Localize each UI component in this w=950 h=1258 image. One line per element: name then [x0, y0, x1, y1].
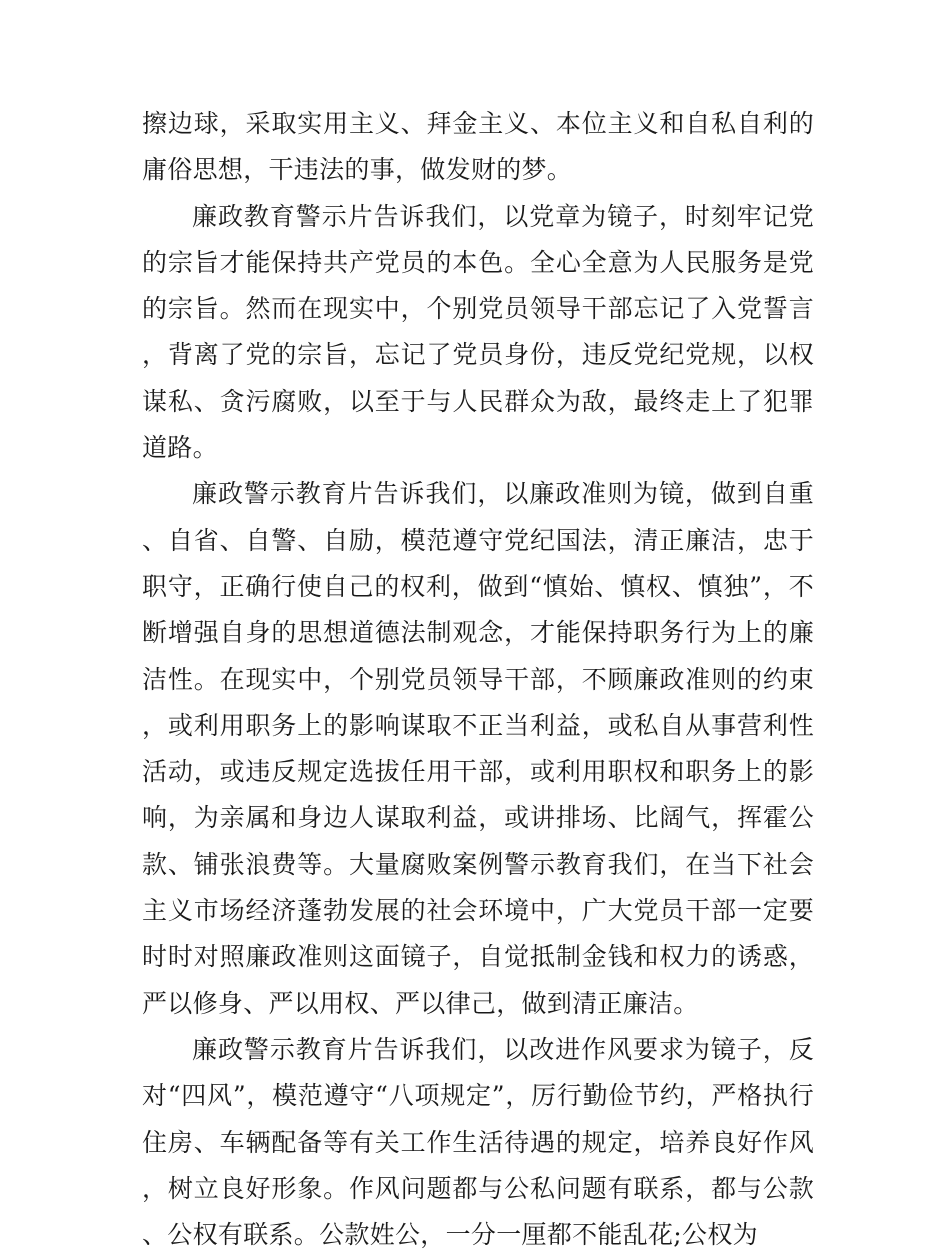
paragraph-3: 廉政警示教育片告诉我们，以廉政准则为镜，做到自重、自省、自警、自励，模范遵守党纪国法，清正廉洁，忠于职守，正确行使自己的权利，做到“慎始、慎权、慎独”，不断增强自身的思想道德法制观念，才能保持职务行为上的廉洁性。在现实中，个别党员领导干部，不顾廉政准则的约束，或利用职务上的影响谋取不正当利益，或私自从事营利性活动，或违反规定选拔任用干部，或利用职权和职务上的影响，为亲属和身边人谋取利益，或讲排场、比阔气，挥霍公款、铺张浪费等。大量腐败案例警示教育我们，在当下社会主义市场经济蓬勃发展的社会环境中，广大党员干部一定要时时对照廉政准则这面镜子，自觉抵制金钱和权力的诱惑，严以修身、严以用权、严以律己，做到清正廉洁。 [142, 479, 814, 1018]
document-body [142, 101, 814, 1258]
paragraph-1: 擦边球，采取实用主义、拜金主义、本位主义和自私自利的庸俗思想，干违法的事，做发财的梦。 [142, 109, 814, 185]
paragraph-4: 廉政警示教育片告诉我们，以改进作风要求为镜子，反对“四风”，模范遵守“八项规定”，厉行勤俭节约，严格执行住房、车辆配备等有关工作生活待遇的规定，培养良好作风，树立良好形象。作风问题都与公私问题有联系，都与公款、公权有联系。公款姓公，一分一厘都不能乱花;公权为 [142, 1034, 814, 1250]
paragraph-2: 廉政教育警示片告诉我们，以党章为镜子，时刻牢记党的宗旨才能保持共产党员的本色。全心全意为人民服务是党的宗旨。然而在现实中，个别党员领导干部忘记了入党誓言，背离了党的宗旨，忘记了党员身份，违反党纪党规，以权谋私、贪污腐败，以至于与人民群众为敌，最终走上了犯罪道路。 [142, 201, 814, 463]
